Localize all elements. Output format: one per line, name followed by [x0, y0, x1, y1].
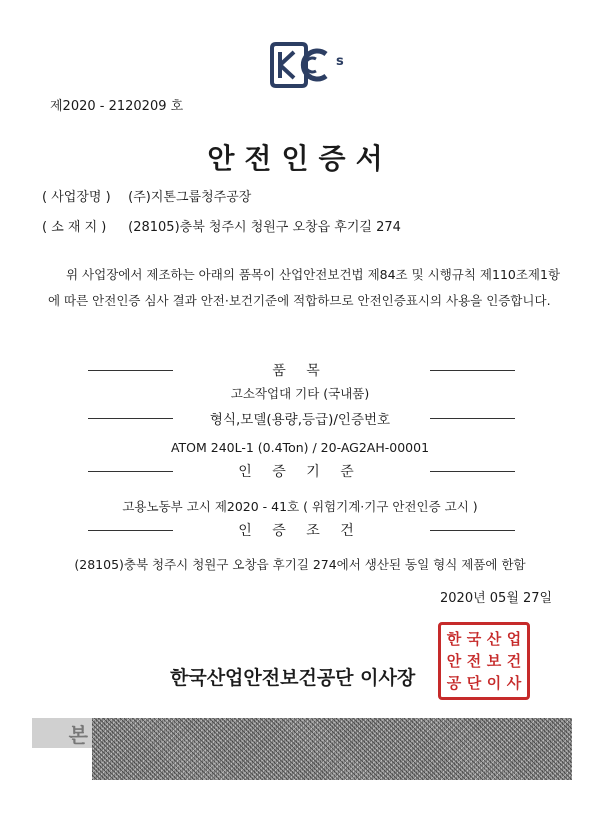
seal-char: 한: [446, 629, 462, 648]
issue-date: 2020년 05월 27일: [440, 591, 553, 606]
copy-watermark: 본: [32, 718, 92, 748]
anti-copy-pattern: [92, 718, 572, 780]
standard-heading: 인 증 기 준: [238, 464, 362, 480]
model-heading: 형식,모델(용량,등급)/인증번호: [209, 412, 391, 428]
model-value: ATOM 240L-1 (0.4Ton) / 20-AG2AH-00001: [170, 440, 430, 455]
business-name-label: ( 사업장명 ): [42, 190, 111, 205]
seal-char: 국: [466, 629, 482, 648]
item-heading: 품 목: [272, 363, 328, 379]
address-row: [42, 216, 401, 235]
seal-char: 전: [466, 651, 482, 670]
address-value: (28105)충북 청주시 청원구 오창읍 후기길 274: [128, 220, 401, 235]
logo-suffix: s: [336, 54, 344, 69]
seal-char: 보: [486, 651, 502, 670]
seal-char: 산: [486, 629, 502, 648]
condition-value: (28105)충북 청주시 청원구 오창읍 후기길 274에서 생산된 동일 형식 제품에 한함: [74, 557, 526, 572]
certificate-title: 안전인증서: [207, 142, 393, 175]
address-label: ( 소 재 지 ): [42, 220, 107, 235]
business-name-row: [42, 186, 251, 205]
standard-value: 고용노동부 고시 제2020 - 41호 ( 위험기계·기구 안전인증 고시 ): [122, 499, 478, 514]
item-value: 고소작업대 기타 (국내품): [230, 386, 370, 401]
official-seal: [438, 622, 530, 700]
seal-char: 안: [446, 651, 462, 670]
certificate-number: 제2020 - 2120209 호: [50, 99, 184, 114]
seal-char: 건: [506, 651, 522, 670]
certification-statement: 위 사업장에서 제조하는 아래의 품목이 산업안전보건법 제84조 및 시행규칙 제110조제1항에 따른 안전인증 심사 결과 안전·보건기준에 적합하므로 안전인증표시의 사용을 인증합니다.: [48, 267, 561, 308]
issuer-name: 한국산업안전보건공단 이사장: [170, 667, 416, 689]
seal-char: 업: [506, 629, 522, 648]
seal-char: 공: [446, 673, 462, 692]
kcs-logo: [268, 42, 348, 88]
seal-char: 사: [506, 673, 522, 692]
condition-heading: 인 증 조 건: [238, 523, 362, 539]
seal-char: 단: [466, 673, 482, 692]
business-name-value: (주)지톤그룹청주공장: [128, 190, 252, 205]
seal-char: 이: [486, 673, 502, 692]
